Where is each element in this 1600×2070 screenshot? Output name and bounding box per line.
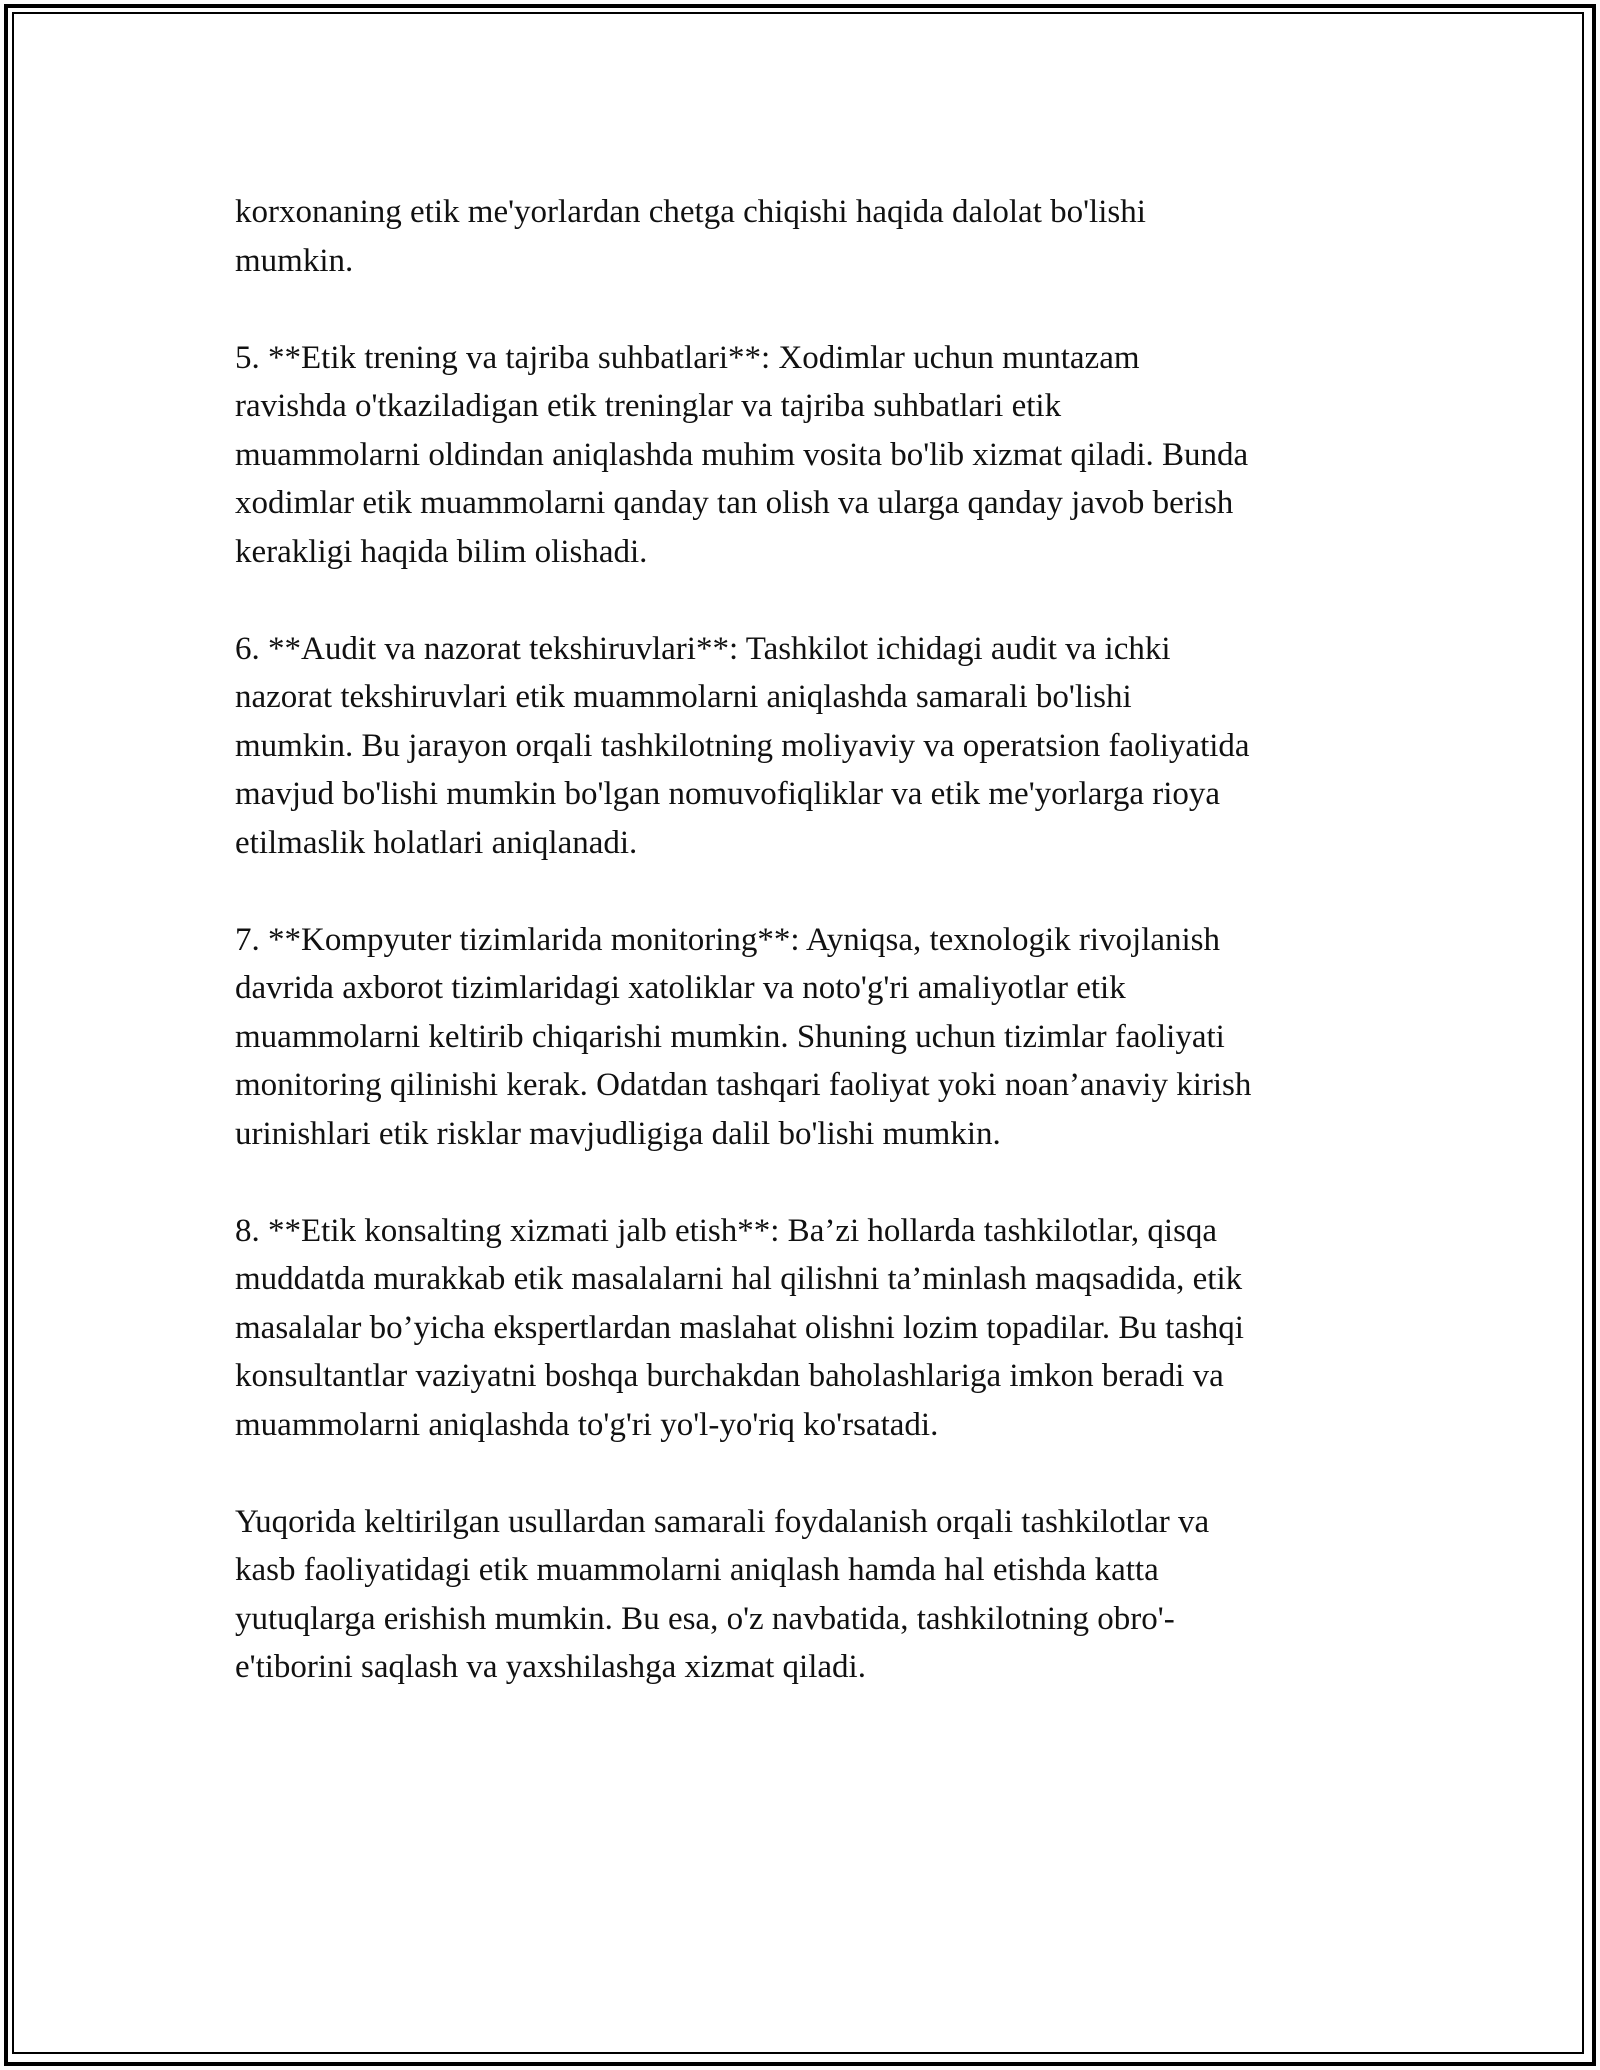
- document-body: [235, 188, 1375, 1740]
- paragraph-item-8-konsalting: 8. **Etik konsalting xizmati jalb etish**: Ba’zi hollarda tashkilotlar, qisqa muddatda murakkab etik masalalarni hal qilishni ta’minlash maqsadida, etik masalalar bo’yicha ekspertlardan maslahat olishni lozim topadilar. Bu tashqi konsultantlar vaziyatni boshqa burchakdan baholashlariga imkon beradi va muammolarni aniqlashda to'g'ri yo'l-yo'riq ko'rsatadi.: [235, 1212, 1244, 1443]
- paragraph-continuation: korxonaning etik me'yorlardan chetga chiqishi haqida dalolat bo'lishi mumkin.: [235, 194, 1146, 279]
- paragraph-item-5-etik-trening: 5. **Etik trening va tajriba suhbatlari**: Xodimlar uchun muntazam ravishda o'tkaziladigan etik treninglar va tajriba suhbatlari etik muammolarni oldindan aniqlashda muhim vosita bo'lib xizmat qiladi. Bunda xodimlar etik muammolarni qanday tan olish va ularga qanday javob berish kerakligi haqida bilim olishadi.: [235, 339, 1249, 570]
- paragraph-item-6-audit: 6. **Audit va nazorat tekshiruvlari**: Tashkilot ichidagi audit va ichki nazorat tekshiruvlari etik muammolarni aniqlashda samarali bo'lishi mumkin. Bu jarayon orqali tashkilotning moliyaviy va operatsion faoliyatida mavjud bo'lishi mumkin bo'lgan nomuvofiqliklar va etik me'yorlarga rioya etilmaslik holatlari aniqlanadi.: [235, 630, 1250, 861]
- paragraph-item-7-monitoring: 7. **Kompyuter tizimlarida monitoring**: Ayniqsa, texnologik rivojlanish davrida axborot tizimlaridagi xatoliklar va noto'g'ri amaliyotlar etik muammolarni keltirib chiqarishi mumkin. Shuning uchun tizimlar faoliyati monitoring qilinishi kerak. Odatdan tashqari faoliyat yoki noan’anaviy kirish urinishlari etik risklar mavjudligiga dalil bo'lishi mumkin.: [235, 921, 1252, 1152]
- paragraph-conclusion: Yuqorida keltirilgan usullardan samarali foydalanish orqali tashkilotlar va kasb faoliyatidagi etik muammolarni aniqlash hamda hal etishda katta yutuqlarga erishish mumkin. Bu esa, o'z navbatida, tashkilotning obro'- e'tiborini saqlash va yaxshilashga xizmat qiladi.: [235, 1503, 1210, 1685]
